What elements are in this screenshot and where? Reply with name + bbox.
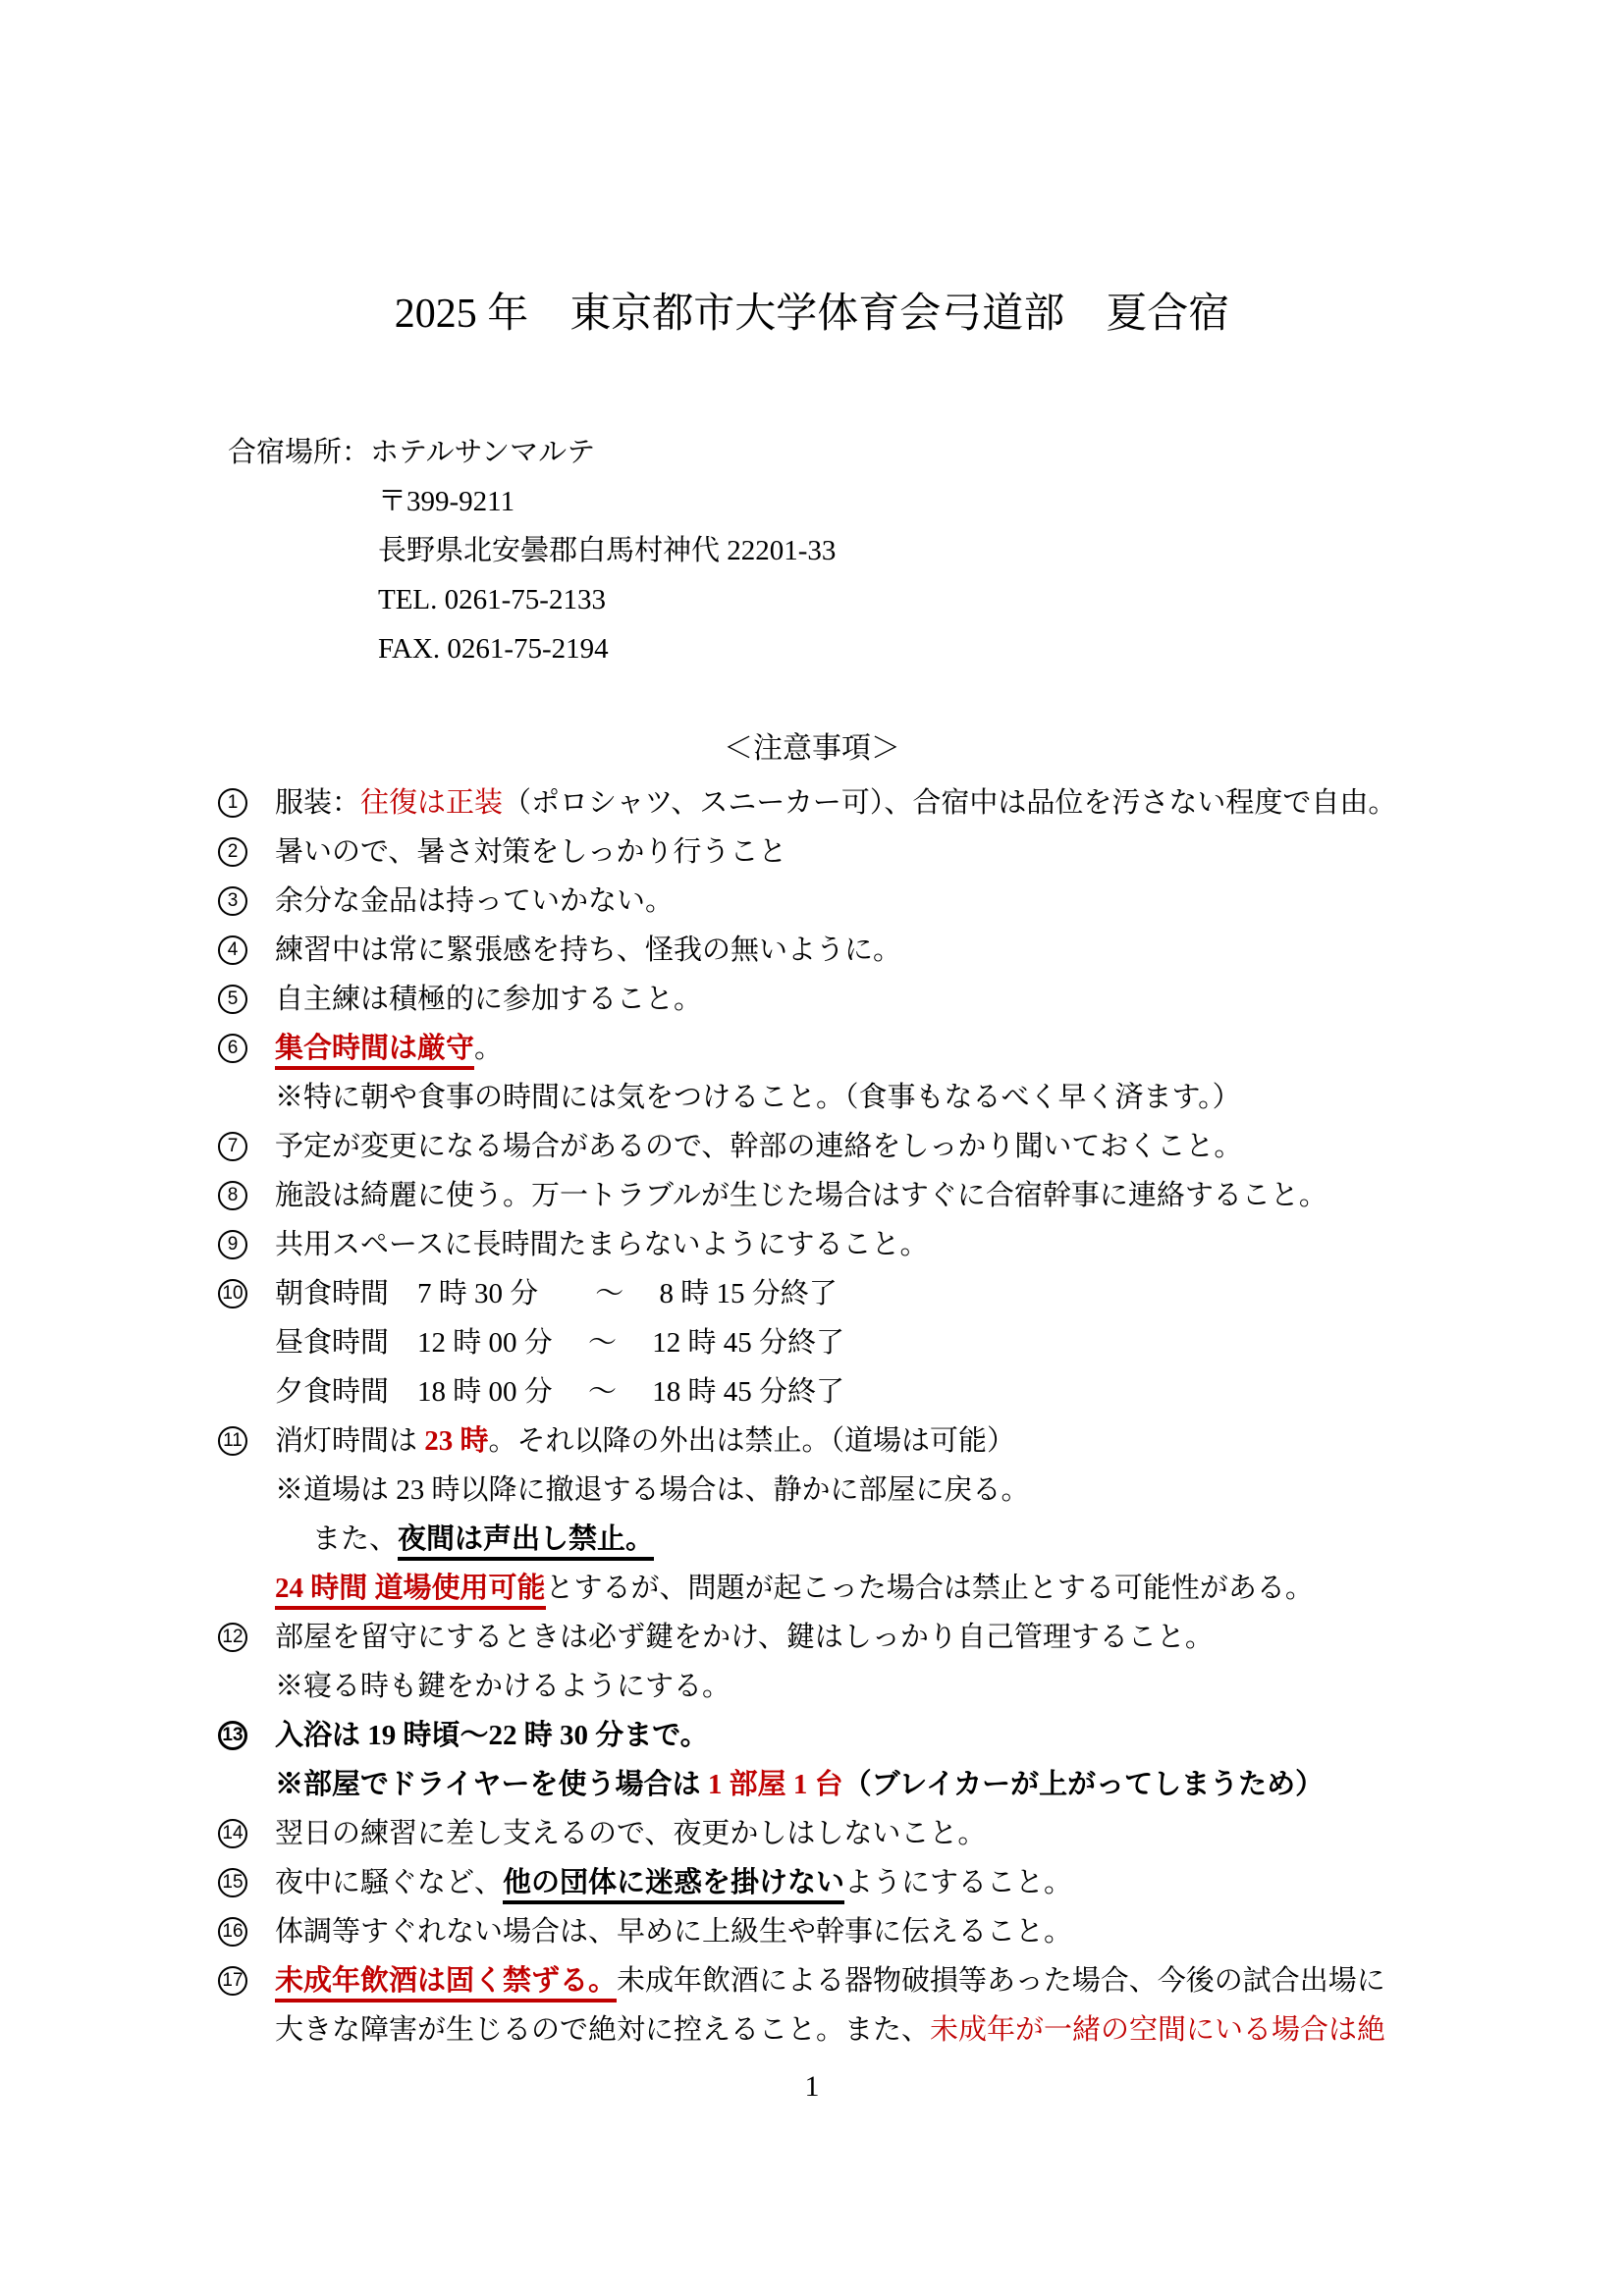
notice-item-line [218, 1073, 1396, 1122]
notice-item-text [275, 1858, 1072, 1907]
item-number-marker [218, 837, 275, 867]
circled-number: 11 [218, 1426, 247, 1456]
circled-number: 1 [218, 788, 247, 818]
notice-item-line [218, 1122, 1396, 1171]
notice-item-line [218, 1024, 1396, 1073]
notice-item-line [218, 1416, 1396, 1466]
notice-item-text [275, 1416, 1015, 1466]
page-number: 1 [804, 2070, 820, 2103]
notice-item-text [275, 1073, 1241, 1122]
circled-number: 8 [218, 1181, 247, 1210]
notice-item-text [275, 1122, 1242, 1171]
item-number-marker [218, 1034, 275, 1063]
text-segment: ようにすること。 [844, 1867, 1073, 1898]
item-number-marker [218, 1181, 275, 1210]
text-segment: また、 [312, 1523, 399, 1555]
notice-item-line [218, 1907, 1396, 1956]
item-number-marker [218, 985, 275, 1014]
text-segment: 夜間は声出し禁止。 [398, 1523, 654, 1561]
text-segment: 集合時間は厳守 [275, 1033, 474, 1070]
item-number-marker [218, 1721, 275, 1750]
notice-item-line [218, 1269, 1396, 1318]
notice-item-line [218, 2005, 1396, 2055]
text-segment: 他の団体に迷惑を掛けない [503, 1867, 844, 1904]
text-segment: ※部屋でドライヤーを使う場合は [275, 1769, 708, 1800]
notice-item-text [275, 926, 901, 975]
notice-item-text [275, 975, 702, 1024]
item-number-marker [218, 886, 275, 916]
circled-number: 13 [218, 1721, 247, 1750]
text-segment: 入浴は 19 時頃～22 時 30 分まで。 [275, 1720, 709, 1751]
text-segment: 。 [474, 1033, 504, 1064]
circled-number: 17 [218, 1966, 247, 1996]
notice-item-line [218, 1564, 1396, 1613]
notice-item-line [218, 1956, 1396, 2005]
notice-item-text [275, 1466, 1030, 1515]
text-segment: ※道場は 23 時以降に撤退する場合は、静かに部屋に戻る。 [275, 1474, 1030, 1506]
notice-item-text [275, 1662, 731, 1711]
venue-tel: TEL. 0261-75-2133 [378, 584, 606, 615]
notice-item-line [218, 1809, 1396, 1858]
text-segment: （ポロシャツ、スニーカー可）、合宿中は品位を汚さない程度で自由。 [503, 787, 1397, 819]
notice-item-text [312, 1515, 654, 1564]
circled-number: 16 [218, 1917, 247, 1947]
notice-item-text [275, 1711, 709, 1760]
text-segment: ※寝る時も鍵をかけるようにする。 [275, 1671, 731, 1702]
text-segment: 自主練は積極的に参加すること。 [275, 984, 703, 1015]
venue-postal-code: 〒399-9211 [378, 486, 515, 517]
text-segment: 未成年飲酒による器物破損等あった場合、今後の試合出場に [617, 1965, 1385, 1997]
item-number-marker [218, 1819, 275, 1848]
notice-item-line [218, 1711, 1396, 1760]
text-segment: 昼食時間 12 時 00 分 ～ 12 時 45 分終了 [275, 1327, 845, 1359]
notice-item-text [275, 1760, 1324, 1809]
notice-item-text [275, 1367, 844, 1416]
circled-number: 2 [218, 837, 247, 867]
circled-number: 14 [218, 1819, 247, 1848]
text-segment: 共用スペースに長時間たまらないようにすること。 [275, 1229, 929, 1260]
venue-address: 長野県北安曇郡白馬村神代 22201-33 [378, 535, 837, 566]
notice-item-text [275, 1956, 1385, 2005]
notice-item-text [275, 1171, 1327, 1220]
text-segment: 部屋を留守にするときは必ず鍵をかけ、鍵はしっかり自己管理すること。 [275, 1622, 1214, 1653]
notice-item-line [218, 1466, 1396, 1515]
notice-heading: ＜注意事項＞ [724, 732, 900, 765]
notice-list [218, 778, 1396, 2055]
text-segment: 施設は綺麗に使う。万一トラブルが生じた場合はすぐに合宿幹事に連絡すること。 [275, 1180, 1327, 1211]
text-segment: 練習中は常に緊張感を持ち、怪我の無いように。 [275, 934, 902, 966]
text-segment: 翌日の練習に差し支えるので、夜更かしはしないこと。 [275, 1818, 987, 1849]
item-number-marker [218, 1279, 275, 1308]
text-segment: 未成年が一緒の空間にいる場合は絶 [930, 2014, 1386, 2046]
text-segment: 朝食時間 7 時 30 分 ～ 8 時 15 分終了 [275, 1278, 838, 1309]
venue-fax: FAX. 0261-75-2194 [378, 633, 609, 665]
text-segment: 。それ以降の外出は禁止。（道場は可能） [488, 1425, 1016, 1457]
notice-item-text [275, 1269, 838, 1318]
notice-item-text [275, 877, 674, 926]
text-segment: 往復は正装 [360, 787, 504, 819]
text-segment: 消灯時間は [275, 1425, 425, 1457]
document-title: 2025 年 東京都市大学体育会弓道部 夏合宿 [394, 292, 1230, 337]
text-segment: 服装： [275, 787, 361, 819]
text-segment: 23 時 [424, 1425, 489, 1457]
text-segment: （ブレイカーが上がってしまうため） [842, 1769, 1325, 1800]
text-segment: 体調等すぐれない場合は、早めに上級生や幹事に伝えること。 [275, 1916, 1073, 1948]
notice-item-text [275, 1907, 1072, 1956]
item-number-marker [218, 1426, 275, 1456]
text-segment: 夜中に騒ぐなど、 [275, 1867, 504, 1898]
text-segment: 夕食時間 18 時 00 分 ～ 18 時 45 分終了 [275, 1376, 845, 1408]
item-number-marker [218, 1230, 275, 1259]
circled-number: 3 [218, 886, 247, 916]
notice-item-line [218, 1760, 1396, 1809]
circled-number: 7 [218, 1132, 247, 1161]
notice-item-line [218, 1220, 1396, 1269]
notice-item-text [275, 1564, 1314, 1613]
text-segment: ※特に朝や食事の時間には気をつけること。（食事もなるべく早く済ます。） [275, 1082, 1241, 1113]
notice-item-text [275, 1024, 503, 1073]
notice-item-line [218, 1171, 1396, 1220]
item-number-marker [218, 788, 275, 818]
item-number-marker [218, 1623, 275, 1652]
notice-item-line [218, 1367, 1396, 1416]
notice-item-line [218, 975, 1396, 1024]
text-segment: 未成年飲酒は固く禁ずる。 [275, 1965, 617, 2002]
notice-item-text [275, 1809, 986, 1858]
notice-item-line [218, 828, 1396, 877]
circled-number: 10 [218, 1279, 247, 1308]
circled-number: 5 [218, 985, 247, 1014]
notice-item-line [218, 1515, 1396, 1564]
notice-item-text [275, 778, 1396, 828]
text-segment: とするが、問題が起こった場合は禁止とする可能性がある。 [545, 1573, 1314, 1604]
text-segment: 1 部屋 1 台 [707, 1769, 843, 1800]
notice-item-line [218, 1662, 1396, 1711]
item-number-marker [218, 1966, 275, 1996]
notice-item-text [275, 1220, 929, 1269]
venue-details [378, 477, 836, 673]
text-segment: 大きな障害が生じるので絶対に控えること。また、 [275, 2014, 931, 2046]
circled-number: 9 [218, 1230, 247, 1259]
item-number-marker [218, 935, 275, 965]
notice-item-text [275, 1613, 1214, 1662]
circled-number: 12 [218, 1623, 247, 1652]
notice-item-text [275, 1318, 844, 1367]
circled-number: 4 [218, 935, 247, 965]
notice-item-line [218, 877, 1396, 926]
text-segment: 暑いので、暑さ対策をしっかり行うこと [275, 836, 787, 868]
text-segment: 24 時間 道場使用可能 [275, 1573, 546, 1610]
notice-item-line [218, 926, 1396, 975]
notice-item-line [218, 1318, 1396, 1367]
item-number-marker [218, 1868, 275, 1897]
venue-name-line: 合宿場所：ホテルサンマルテ [228, 437, 596, 468]
notice-item-text [275, 828, 786, 877]
venue-block [228, 428, 836, 673]
item-number-marker [218, 1917, 275, 1947]
item-number-marker [218, 1132, 275, 1161]
notice-item-line [218, 1858, 1396, 1907]
circled-number: 6 [218, 1034, 247, 1063]
text-segment: 予定が変更になる場合があるので、幹部の連絡をしっかり聞いておくこと。 [275, 1131, 1243, 1162]
notice-item-text [275, 2005, 1385, 2055]
notice-item-line [218, 778, 1396, 828]
circled-number: 15 [218, 1868, 247, 1897]
notice-item-line [218, 1613, 1396, 1662]
text-segment: 余分な金品は持っていかない。 [275, 885, 675, 917]
